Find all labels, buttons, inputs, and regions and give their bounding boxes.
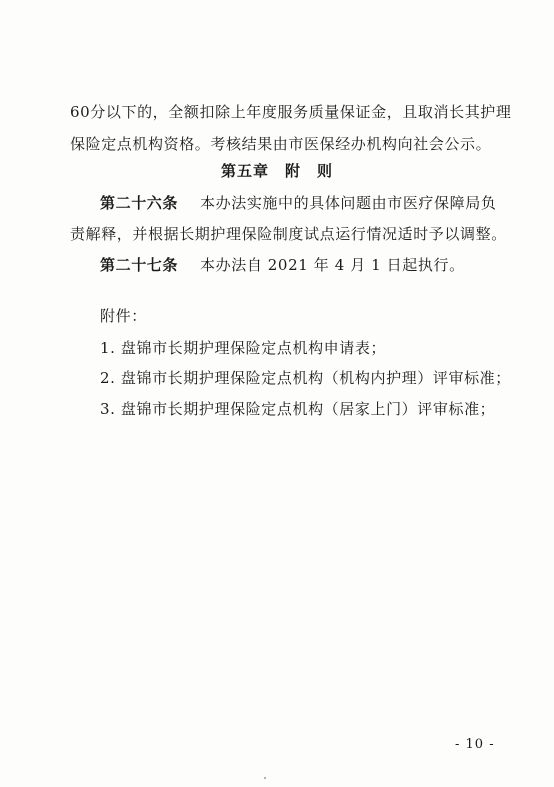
chapter-heading: 第五章 附 则 [220,162,333,180]
scan-speck [264,777,266,779]
attachment-item-2: 2. 盘锦市长期护理保险定点机构（机构内护理）评审标准； [100,369,511,387]
article-27 [100,255,465,275]
article-26 [100,193,496,213]
article-27-text: 本办法自 2021 年 4 月 1 日起执行。 [200,256,465,274]
paragraph-continuation-line-2: 保险定点机构资格。考核结果由市医保经办机构向社会公示。 [70,135,492,153]
article-26-text-line-1: 本办法实施中的具体问题由市医疗保障局负 [200,194,497,212]
article-26-text-line-2: 责解释，并根据长期护理保险制度试点运行情况适时予以调整。 [70,225,507,243]
attachments-heading: 附件： [100,307,147,325]
article-27-number: 第二十七条 [100,256,179,274]
attachment-item-3: 3. 盘锦市长期护理保险定点机构（居家上门）评审标准； [100,400,496,418]
article-26-number: 第二十六条 [100,194,179,212]
attachment-item-1: 1. 盘锦市长期护理保险定点机构申请表； [100,339,387,357]
page-number: - 10 - [455,737,495,752]
paragraph-continuation-line-1: 60分以下的，全额扣除上年度服务质量保证金，且取消长其护理 [70,103,512,121]
